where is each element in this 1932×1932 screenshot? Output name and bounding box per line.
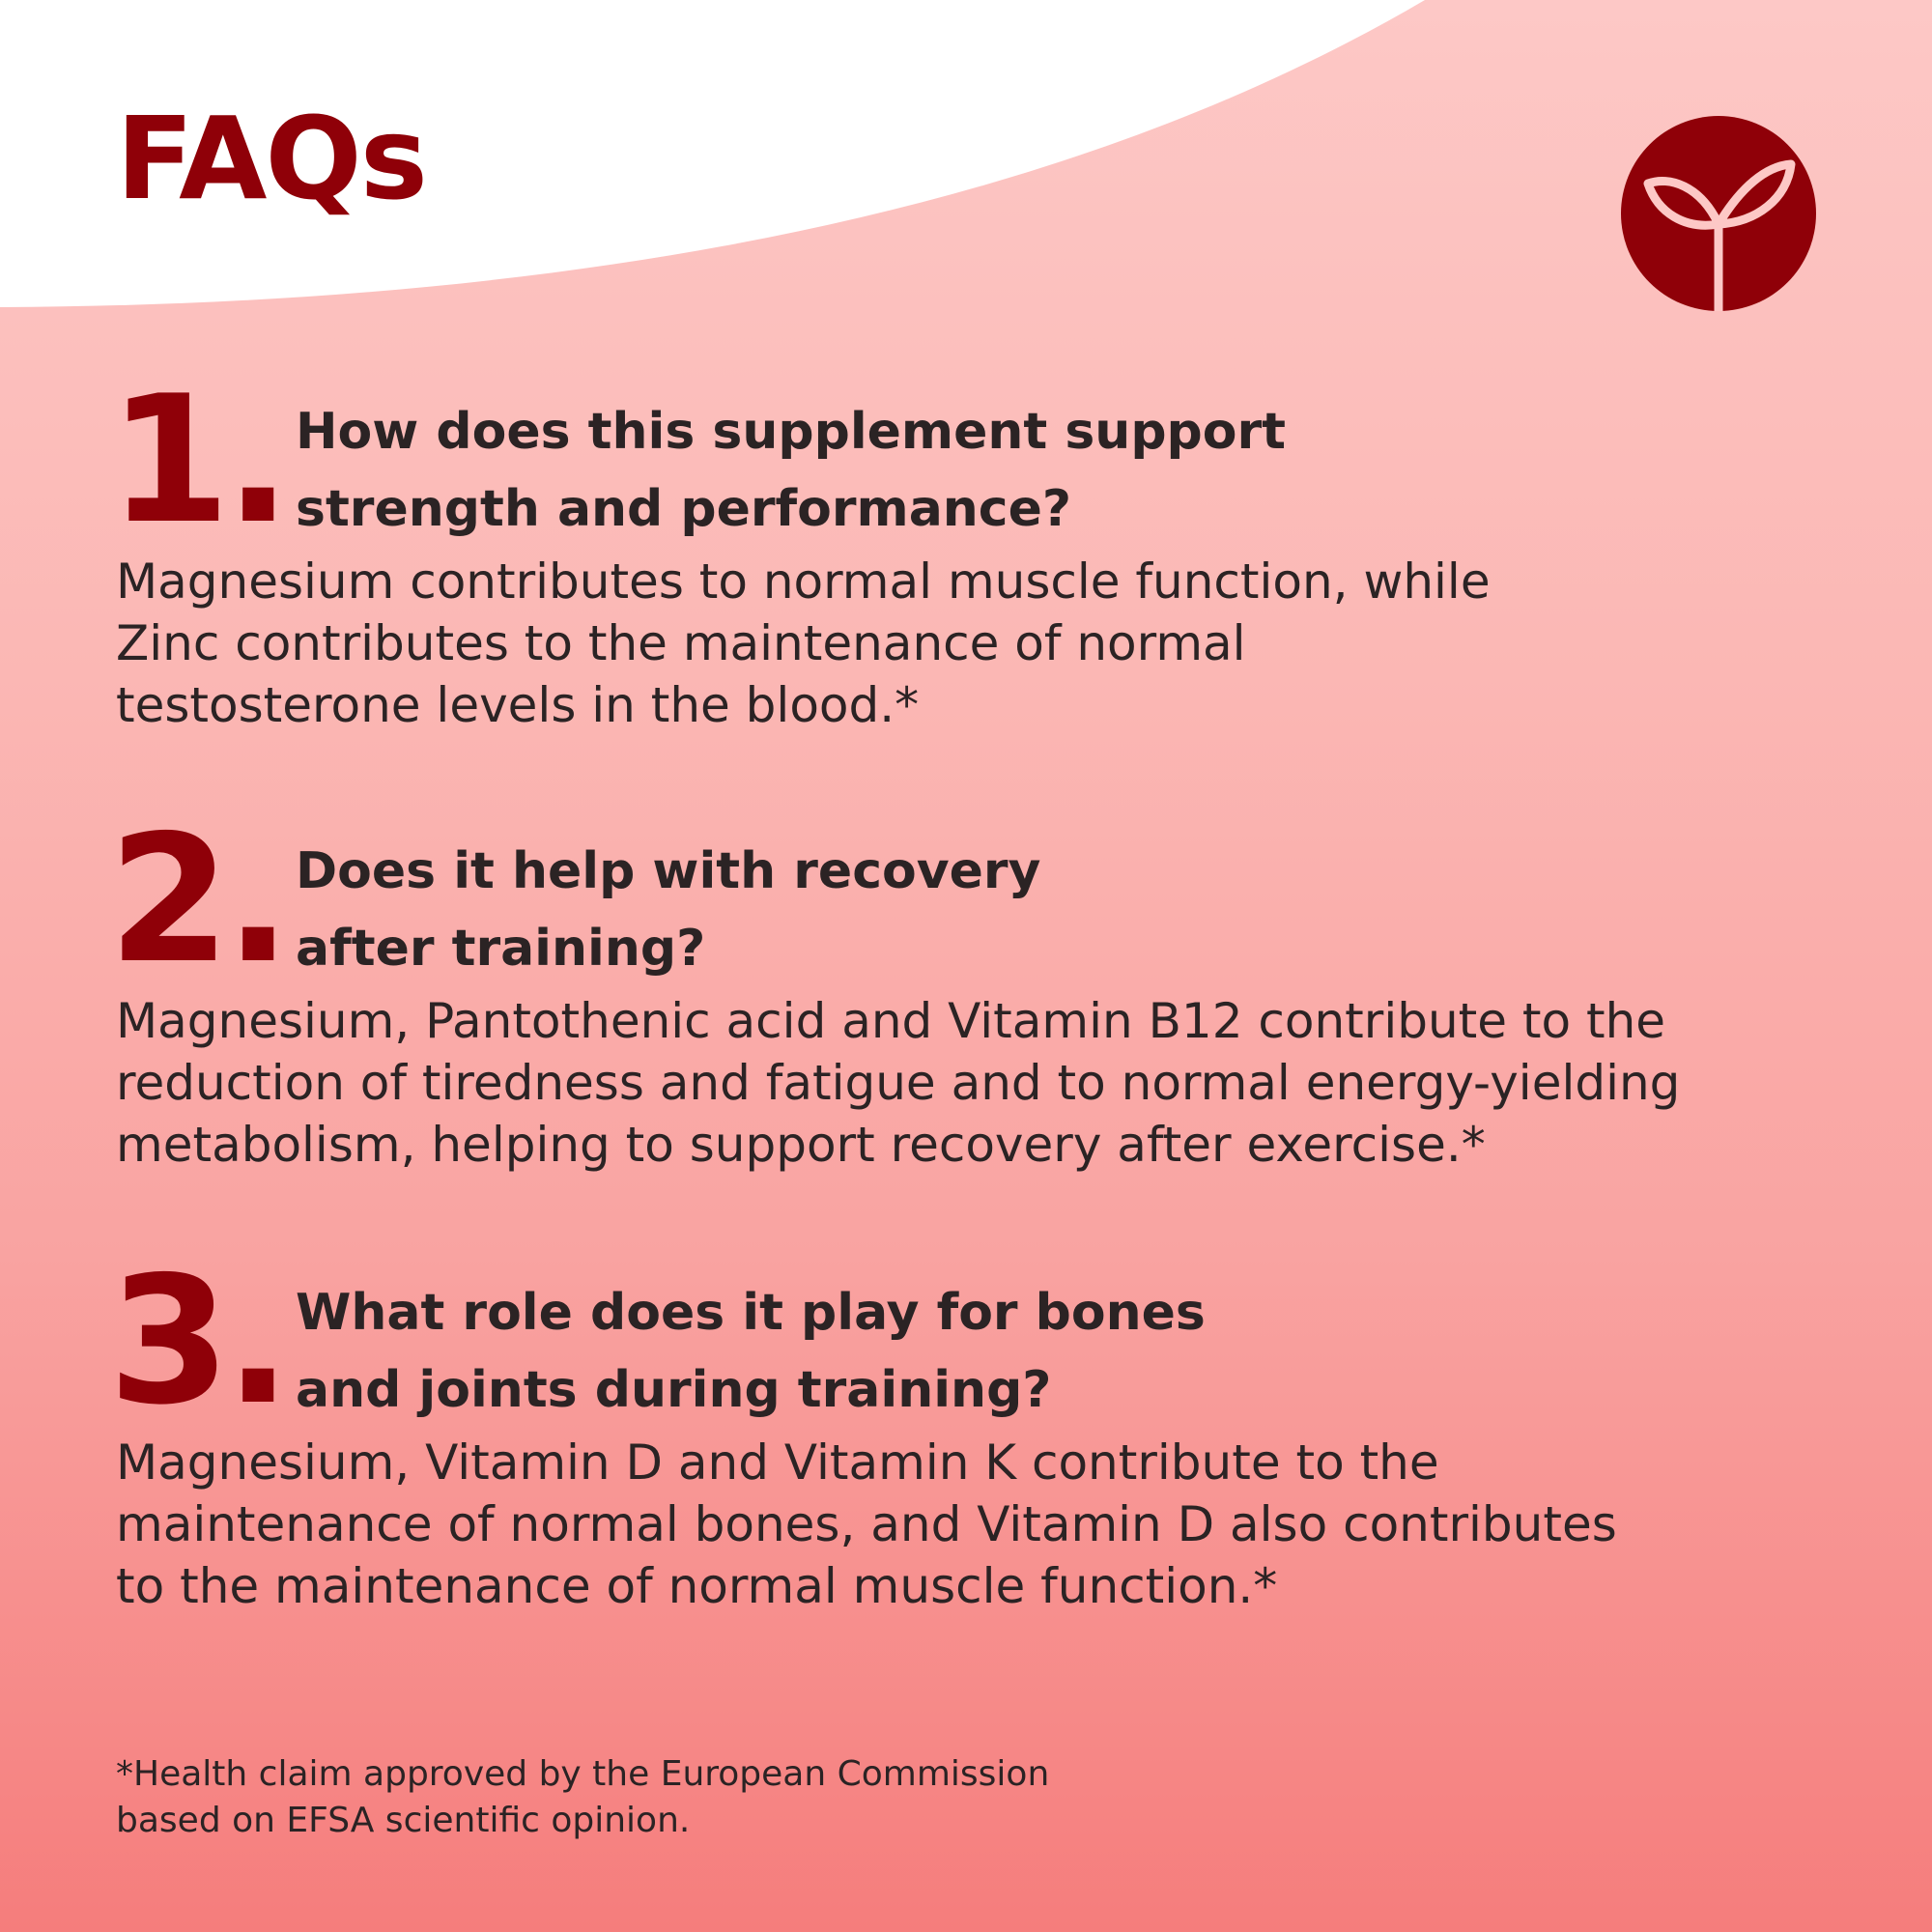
faq-header [108, 797, 1816, 1002]
disclaimer-line: based on EFSA scientific opinion. [116, 1801, 691, 1840]
faq-item-2 [108, 797, 1816, 1176]
faq-question-line: and joints during training? [296, 1361, 1052, 1419]
faq-answer-line: metabolism, helping to support recovery after exercise.* [116, 1117, 1486, 1173]
faq-question-line: How does this supplement support [296, 403, 1286, 461]
faq-answer-line: reduction of tiredness and fatigue and to normal energy-yielding [116, 1055, 1681, 1111]
faq-question [296, 833, 1551, 987]
faq-item-3 [108, 1238, 1816, 1617]
faq-answer-line: Magnesium, Vitamin D and Vitamin K contribute to the [116, 1435, 1439, 1491]
faq-answer-line: Magnesium contributes to normal muscle function, while [116, 554, 1491, 610]
faq-question-line: Does it help with recovery [296, 842, 1041, 900]
faq-question [296, 393, 1551, 548]
page-title: FAQs [116, 92, 426, 225]
faq-answer-line: maintenance of normal bones, and Vitamin D also contributes [116, 1496, 1617, 1552]
faq-question-line: strength and performance? [296, 480, 1072, 538]
faq-number: 3. [108, 1238, 286, 1443]
faq-header [108, 357, 1816, 562]
faq-item-1 [108, 357, 1816, 736]
faq-answer [116, 990, 1816, 1176]
faq-number: 2. [108, 797, 286, 1002]
disclaimer [116, 1751, 1275, 1844]
faq-answer-line: to the maintenance of normal muscle function.* [116, 1558, 1278, 1614]
faq-number: 1. [108, 357, 286, 562]
disclaimer-line: *Health claim approved by the European Commission [116, 1754, 1050, 1794]
faq-question-line: after training? [296, 920, 706, 978]
faq-answer-line: Magnesium, Pantothenic acid and Vitamin B12 contribute to the [116, 993, 1666, 1049]
faq-answer [116, 551, 1816, 736]
faq-answer-line: testosterone levels in the blood.* [116, 677, 920, 733]
faq-question-line: What role does it play for bones [296, 1284, 1206, 1342]
faq-question [296, 1274, 1551, 1429]
sprout-icon [1621, 116, 1816, 311]
faq-header [108, 1238, 1816, 1443]
faq-answer [116, 1432, 1816, 1617]
faq-answer-line: Zinc contributes to the maintenance of normal [116, 615, 1246, 671]
